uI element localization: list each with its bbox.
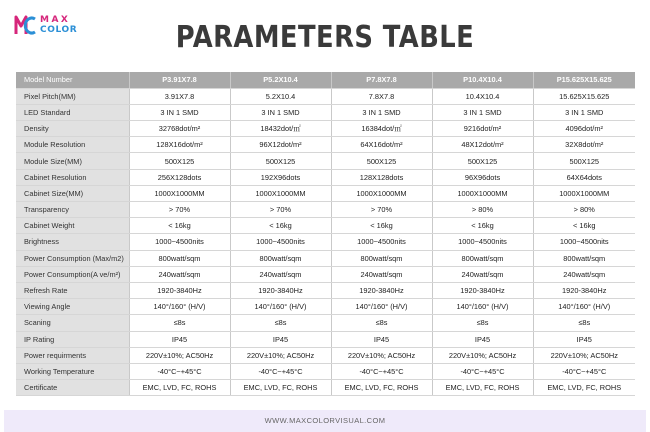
table-row bbox=[16, 282, 635, 298]
header-cell: P7.8X7.8 bbox=[331, 72, 432, 88]
table-cell: 140°/160° (H/V) bbox=[331, 299, 432, 315]
table-cell: 32768dot/m² bbox=[129, 121, 230, 137]
table-cell: > 70% bbox=[129, 202, 230, 218]
row-label: IP Rating bbox=[16, 331, 129, 347]
table-cell: 32X8dot/m² bbox=[533, 137, 635, 153]
table-cell: 800watt/sqm bbox=[331, 250, 432, 266]
table-cell: 64X16dot/m² bbox=[331, 137, 432, 153]
row-label: Cabinet Resolution bbox=[16, 169, 129, 185]
table-cell: EMC, LVD, FC, ROHS bbox=[331, 380, 432, 396]
table-cell: 500X125 bbox=[230, 153, 331, 169]
row-label: Density bbox=[16, 121, 129, 137]
table-cell: IP45 bbox=[331, 331, 432, 347]
footer-bar bbox=[4, 410, 646, 432]
table-cell: 240watt/sqm bbox=[129, 266, 230, 282]
table-cell: -40°C~+45°C bbox=[533, 363, 635, 379]
table-row bbox=[16, 104, 635, 120]
table-cell: 800watt/sqm bbox=[432, 250, 533, 266]
table-row bbox=[16, 363, 635, 379]
table-cell: 140°/160° (H/V) bbox=[230, 299, 331, 315]
row-label: Working Temperature bbox=[16, 363, 129, 379]
table-cell: 1920-3840Hz bbox=[230, 282, 331, 298]
page-title: PARAMETERS TABLE bbox=[175, 20, 475, 55]
table-cell: 240watt/sqm bbox=[533, 266, 635, 282]
table-cell: 256X128dots bbox=[129, 169, 230, 185]
row-label: Module Size(MM) bbox=[16, 153, 129, 169]
row-label: Viewing Angle bbox=[16, 299, 129, 315]
table-cell: -40°C~+45°C bbox=[129, 363, 230, 379]
row-label: Pixel Pitch(MM) bbox=[16, 88, 129, 104]
table-cell: < 16kg bbox=[432, 218, 533, 234]
table-cell: EMC, LVD, FC, ROHS bbox=[432, 380, 533, 396]
table-cell: 140°/160° (H/V) bbox=[129, 299, 230, 315]
table-cell: 1000~4500nits bbox=[533, 234, 635, 250]
table-cell: EMC, LVD, FC, ROHS bbox=[533, 380, 635, 396]
table-cell: < 16kg bbox=[533, 218, 635, 234]
row-label: Refresh Rate bbox=[16, 282, 129, 298]
header-cell: P15.625X15.625 bbox=[533, 72, 635, 88]
table-cell: 192X96dots bbox=[230, 169, 331, 185]
table-cell: 1920-3840Hz bbox=[331, 282, 432, 298]
table-cell: 48X12dot/m² bbox=[432, 137, 533, 153]
table-cell: 3 IN 1 SMD bbox=[432, 104, 533, 120]
monogram-text: MC bbox=[14, 14, 16, 15]
table-cell: 18432dot/㎡ bbox=[230, 121, 331, 137]
table-cell: 1920-3840Hz bbox=[432, 282, 533, 298]
table-row bbox=[16, 153, 635, 169]
table-cell: 64X64dots bbox=[533, 169, 635, 185]
table-row bbox=[16, 185, 635, 201]
row-label: Power requirments bbox=[16, 347, 129, 363]
table-row bbox=[16, 380, 635, 396]
table-cell: 1920-3840Hz bbox=[129, 282, 230, 298]
row-label: Transparency bbox=[16, 202, 129, 218]
table-cell: 16384dot/㎡ bbox=[331, 121, 432, 137]
table-cell: > 70% bbox=[230, 202, 331, 218]
table-cell: 500X125 bbox=[432, 153, 533, 169]
table-cell: ≤8s bbox=[432, 315, 533, 331]
brand-line-max: MAX bbox=[40, 15, 71, 25]
table-cell: > 70% bbox=[331, 202, 432, 218]
table-cell: 1000X1000MM bbox=[432, 185, 533, 201]
table-cell: 140°/160° (H/V) bbox=[533, 299, 635, 315]
parameters-table bbox=[16, 72, 635, 396]
row-label: Cabinet Weight bbox=[16, 218, 129, 234]
table-row bbox=[16, 266, 635, 282]
table-cell: 3 IN 1 SMD bbox=[129, 104, 230, 120]
table-cell: IP45 bbox=[432, 331, 533, 347]
table-row bbox=[16, 234, 635, 250]
table-cell: 1000~4500nits bbox=[331, 234, 432, 250]
table-cell: 4096dot/m² bbox=[533, 121, 635, 137]
table-header-row bbox=[16, 72, 635, 88]
mc-monogram-icon bbox=[14, 14, 37, 36]
table-cell: 800watt/sqm bbox=[230, 250, 331, 266]
table-cell: 3 IN 1 SMD bbox=[331, 104, 432, 120]
table-cell: 1000X1000MM bbox=[129, 185, 230, 201]
table-cell: -40°C~+45°C bbox=[432, 363, 533, 379]
row-label: Scaning bbox=[16, 315, 129, 331]
header-cell: P10.4X10.4 bbox=[432, 72, 533, 88]
table-cell: 500X125 bbox=[331, 153, 432, 169]
table-cell: 220V±10%; AC50Hz bbox=[230, 347, 331, 363]
table-cell: 140°/160° (H/V) bbox=[432, 299, 533, 315]
table-cell: IP45 bbox=[230, 331, 331, 347]
table-cell: -40°C~+45°C bbox=[331, 363, 432, 379]
table-cell: 500X125 bbox=[129, 153, 230, 169]
table-cell: ≤8s bbox=[331, 315, 432, 331]
table-row bbox=[16, 88, 635, 104]
footer-url: WWW.MAXCOLORVISUAL.COM bbox=[264, 416, 386, 425]
table-cell: 5.2X10.4 bbox=[230, 88, 331, 104]
table-cell: 3 IN 1 SMD bbox=[533, 104, 635, 120]
table-cell: 1000X1000MM bbox=[331, 185, 432, 201]
table-cell: 220V±10%; AC50Hz bbox=[331, 347, 432, 363]
table-cell: > 80% bbox=[432, 202, 533, 218]
table-cell: 3 IN 1 SMD bbox=[230, 104, 331, 120]
row-label: Power Consumption(A ve/m²) bbox=[16, 266, 129, 282]
table-row bbox=[16, 299, 635, 315]
table-cell: 500X125 bbox=[533, 153, 635, 169]
table-cell: 9216dot/m² bbox=[432, 121, 533, 137]
row-label: Cabinet Size(MM) bbox=[16, 185, 129, 201]
table-cell: 240watt/sqm bbox=[432, 266, 533, 282]
table-row bbox=[16, 202, 635, 218]
header-cell-model-number: Model Number bbox=[16, 72, 129, 88]
row-label: Brightness bbox=[16, 234, 129, 250]
table-row bbox=[16, 250, 635, 266]
table-cell: 1000X1000MM bbox=[533, 185, 635, 201]
table-cell: 96X12dot/m² bbox=[230, 137, 331, 153]
table-cell: < 16kg bbox=[129, 218, 230, 234]
table-cell: 1000~4500nits bbox=[230, 234, 331, 250]
row-label: Power Consumption (Max/m2) bbox=[16, 250, 129, 266]
table-cell: 96X96dots bbox=[432, 169, 533, 185]
table-row bbox=[16, 347, 635, 363]
header-cell: P5.2X10.4 bbox=[230, 72, 331, 88]
table-cell: 1000~4500nits bbox=[432, 234, 533, 250]
table-body bbox=[16, 88, 635, 396]
table-cell: < 16kg bbox=[331, 218, 432, 234]
table-cell: 240watt/sqm bbox=[230, 266, 331, 282]
table-row bbox=[16, 169, 635, 185]
table-row bbox=[16, 315, 635, 331]
brand-line-color: COLOR bbox=[40, 25, 78, 35]
table-cell: -40°C~+45°C bbox=[230, 363, 331, 379]
table-row bbox=[16, 137, 635, 153]
row-label: Module Resolution bbox=[16, 137, 129, 153]
table-cell: 15.625X15.625 bbox=[533, 88, 635, 104]
table-cell: ≤8s bbox=[533, 315, 635, 331]
table-cell: EMC, LVD, FC, ROHS bbox=[129, 380, 230, 396]
row-label: Certificate bbox=[16, 380, 129, 396]
table-cell: 220V±10%; AC50Hz bbox=[533, 347, 635, 363]
table-cell: IP45 bbox=[129, 331, 230, 347]
table-cell: EMC, LVD, FC, ROHS bbox=[230, 380, 331, 396]
table-cell: IP45 bbox=[533, 331, 635, 347]
table-row bbox=[16, 218, 635, 234]
row-label: LED Standard bbox=[16, 104, 129, 120]
table-cell: 1000X1000MM bbox=[230, 185, 331, 201]
table-cell: < 16kg bbox=[230, 218, 331, 234]
table-cell: ≤8s bbox=[230, 315, 331, 331]
table-cell: 220V±10%; AC50Hz bbox=[432, 347, 533, 363]
table-row bbox=[16, 121, 635, 137]
table-cell: 1920-3840Hz bbox=[533, 282, 635, 298]
table-cell: 128X128dots bbox=[331, 169, 432, 185]
header-cell: P3.91X7.8 bbox=[129, 72, 230, 88]
table-cell: 1000~4500nits bbox=[129, 234, 230, 250]
table-cell: 10.4X10.4 bbox=[432, 88, 533, 104]
table-cell: 800watt/sqm bbox=[533, 250, 635, 266]
table-cell: 800watt/sqm bbox=[129, 250, 230, 266]
table-cell: 220V±10%; AC50Hz bbox=[129, 347, 230, 363]
table-cell: ≤8s bbox=[129, 315, 230, 331]
table-cell: 7.8X7.8 bbox=[331, 88, 432, 104]
table-row bbox=[16, 331, 635, 347]
table-cell: 3.91X7.8 bbox=[129, 88, 230, 104]
table-cell: 240watt/sqm bbox=[331, 266, 432, 282]
table-cell: > 80% bbox=[533, 202, 635, 218]
table-cell: 128X16dot/m² bbox=[129, 137, 230, 153]
